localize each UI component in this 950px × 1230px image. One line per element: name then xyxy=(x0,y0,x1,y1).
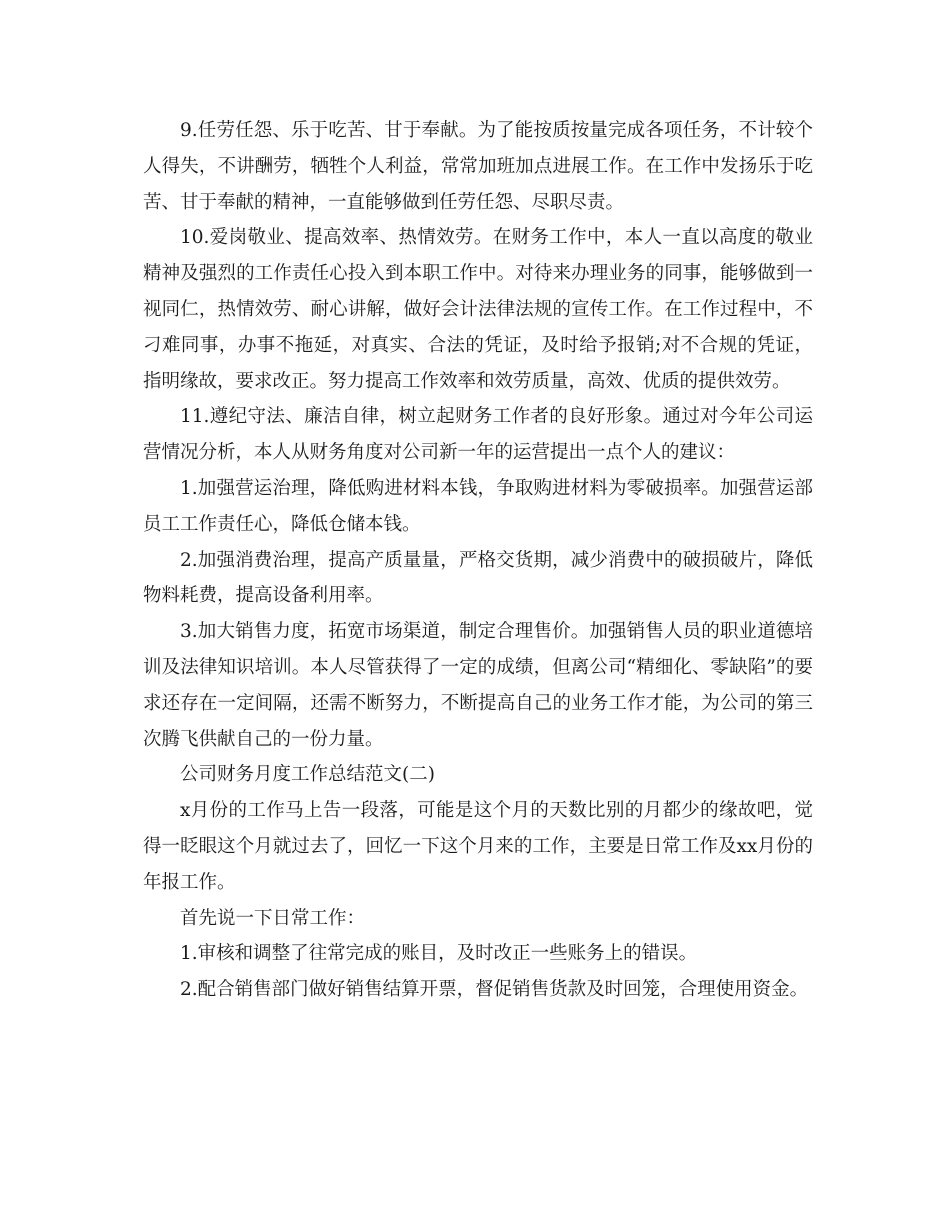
paragraph-item-10: 10.爱岗敬业、提高效率、热情效劳。在财务工作中，本人一直以高度的敬业精神及强烈的工作责任心投入到本职工作中。对待来办理业务的同事，能够做到一视同仁，热情效劳、耐心讲解，做好会计法律法规的宣传工作。在工作过程中，不刁难同事，办事不拖延，对真实、合法的凭证，及时给予报销;对不合规的凭证，指明缘故，要求改正。努力提高工作效率和效劳质量，高效、优质的提供效劳。 xyxy=(143,227,813,392)
document-body xyxy=(143,113,813,1008)
daily-work-item-1: 1.审核和调整了往常完成的账目，及时改正一些账务上的错误。 xyxy=(180,943,698,965)
paragraph-item-9: 9.任劳任怨、乐于吃苦、甘于奉献。为了能按质按量完成各项任务，不计较个人得失，不讲酬劳，牺牲个人利益，常常加班加点进展工作。在工作中发扬乐于吃苦、甘于奉献的精神，一直能够做到任劳任怨、尽职尽责。 xyxy=(143,120,813,213)
section-heading: 公司财务月度工作总结范文(二) xyxy=(180,764,435,786)
intro-paragraph: x月份的工作马上告一段落，可能是这个月的天数比别的月都少的缘故吧，觉得一眨眼这个月就过去了，回忆一下这个月来的工作，主要是日常工作及xx月份的年报工作。 xyxy=(143,800,813,893)
daily-work-item-2: 2.配合销售部门做好销售结算开票，督促销售货款及时回笼，合理使用资金。 xyxy=(180,979,809,1001)
suggestion-item-2: 2.加强消费治理，提高产质量量，严格交货期，减少消费中的破损破片，降低物料耗费，提高设备利用率。 xyxy=(143,549,813,607)
suggestion-item-3: 3.加大销售力度，拓宽市场渠道，制定合理售价。加强销售人员的职业道德培训及法律知识培训。本人尽管获得了一定的成绩，但离公司“精细化、零缺陷”的要求还存在一定间隔，还需不断努力，不断提高自己的业务工作才能，为公司的第三次腾飞供献自己的一份力量。 xyxy=(143,621,813,750)
suggestion-item-1: 1.加强营运治理，降低购进材料本钱，争取购进材料为零破损率。加强营运部员工工作责任心，降低仓储本钱。 xyxy=(143,477,813,535)
daily-work-heading: 首先说一下日常工作： xyxy=(180,907,366,929)
paragraph-item-11: 11.遵纪守法、廉洁自律，树立起财务工作者的良好形象。通过对今年公司运营情况分析，本人从财务角度对公司新一年的运营提出一点个人的建议： xyxy=(143,406,813,464)
